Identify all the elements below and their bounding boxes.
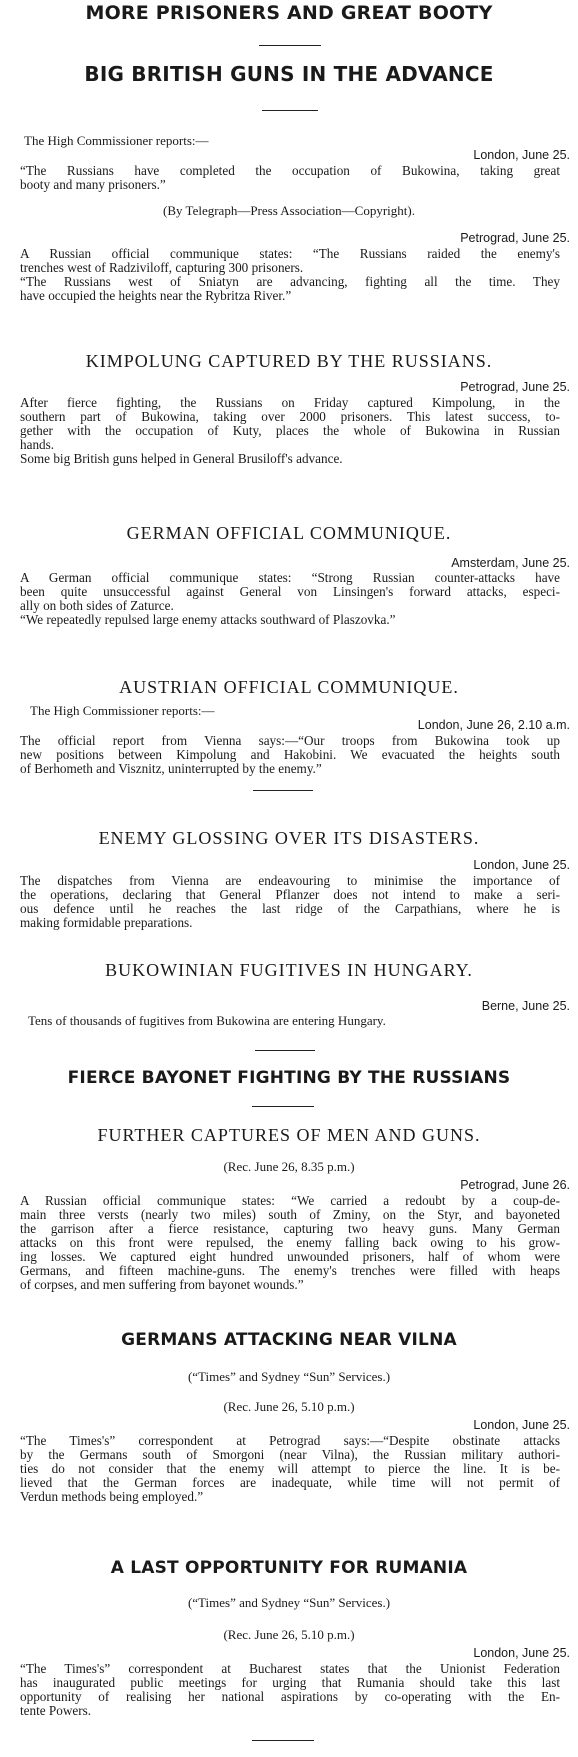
- article-line: of corpses, and men suffering from bayonet wounds.”: [20, 1277, 304, 1292]
- services-line: (“Times” and Sydney “Sun” Services.): [187, 1369, 391, 1384]
- article-headline: GERMANS ATTACKING NEAR VILNA: [121, 1330, 457, 1350]
- credit-line: (By Telegraph—Press Association—Copyright).: [163, 203, 415, 218]
- article-line: A German official communique states: “Strong Russian counter-attacks have: [20, 570, 560, 585]
- article-line: of Berhometh and Visznitz, uninterrupted by the enemy.”: [20, 761, 322, 776]
- article-line: hands.: [20, 437, 55, 452]
- article-line: tente Powers.: [20, 1703, 92, 1718]
- article-line: ties do not consider that the enemy will attempt to pierce the line. It is be-: [20, 1461, 560, 1476]
- article-headline: A LAST OPPORTUNITY FOR RUMANIA: [110, 1558, 468, 1578]
- article-headline: BUKOWINIAN FUGITIVES IN HUNGARY.: [105, 960, 473, 980]
- article-line: trenches west of Radziviloff, capturing 300 prisoners.: [20, 260, 304, 275]
- article-line: “The Times's” correspondent at Petrograd says:—“Despite obstinate attacks: [20, 1433, 560, 1448]
- dateline: London, June 25.: [473, 148, 570, 162]
- article-line: A Russian official communique states: “We carried a redoubt by a coup-de-: [20, 1193, 560, 1208]
- divider-rule: [252, 1106, 314, 1107]
- article-line: main three versts (nearly two miles) south of Zminy, on the Styr, and bayoneted: [20, 1207, 560, 1222]
- article-line: “The Russians west of Sniatyn are advancing, fighting all the time. They: [20, 274, 560, 289]
- article-line: has inaugurated public meetings for urging that Rumania should take this last: [20, 1675, 560, 1690]
- divider-rule: [253, 790, 313, 791]
- dateline: London, June 25.: [473, 1646, 570, 1660]
- divider-rule: [259, 45, 321, 46]
- article-headline: AUSTRIAN OFFICIAL COMMUNIQUE.: [119, 677, 459, 697]
- article-line: Some big British guns helped in General Brusiloff's advance.: [20, 451, 343, 466]
- intro-line: The High Commissioner reports:—: [30, 703, 215, 718]
- article-line: After fierce fighting, the Russians on Friday captured Kimpolung, in the: [20, 395, 560, 410]
- article-line: “We repeatedly repulsed large enemy attacks southward of Plaszovka.”: [20, 612, 396, 627]
- article-line: by the Germans south of Smorgoni (near Vilna), the Russian military authori-: [20, 1447, 560, 1462]
- dateline: London, June 25.: [473, 1418, 570, 1432]
- article-line: Germans, and fifteen machine-guns. The enemy's trenches were filled with heaps: [20, 1263, 560, 1278]
- article-line: Tens of thousands of fugitives from Bukowina are entering Hungary.: [28, 1013, 386, 1028]
- article-headline: FIERCE BAYONET FIGHTING BY THE RUSSIANS: [67, 1068, 511, 1088]
- article-headline: KIMPOLUNG CAPTURED BY THE RUSSIANS.: [85, 351, 493, 371]
- main-headline: MORE PRISONERS AND GREAT BOOTY: [85, 2, 493, 24]
- article-line: The official report from Vienna says:—“Our troops from Bukowina took up: [20, 733, 560, 748]
- dateline: Amsterdam, June 25.: [451, 556, 570, 570]
- received-line: (Rec. June 26, 8.35 p.m.): [223, 1159, 355, 1174]
- article-line: lieved that the German forces are inadequate, while time will not permit of: [20, 1475, 560, 1490]
- article-line: booty and many prisoners.”: [20, 177, 166, 192]
- article-headline: ENEMY GLOSSING OVER ITS DISASTERS.: [98, 828, 480, 848]
- article-line: making formidable preparations.: [20, 915, 193, 930]
- article-line: “The Times's” correspondent at Bucharest states that the Unionist Federation: [20, 1661, 560, 1676]
- article-line: the operations, declaring that General Pflanzer does not intend to make a seri-: [20, 887, 560, 902]
- article-line: new positions between Kimpolung and Hakobini. We evacuated the heights south: [20, 747, 560, 762]
- article-line: opportunity of realising her national aspirations by co-operating with the En-: [20, 1689, 560, 1704]
- divider-rule: [252, 1740, 314, 1741]
- article-line: the garrison after a fierce resistance, capturing two heavy guns. Many German: [20, 1221, 560, 1236]
- divider-rule: [262, 110, 318, 111]
- article-line: Verdun methods being employed.”: [20, 1489, 204, 1504]
- article-line: ous defence until he reaches the last ridge of the Carpathians, where he is: [20, 901, 560, 916]
- dateline: Petrograd, June 25.: [460, 231, 570, 245]
- services-line: (“Times” and Sydney “Sun” Services.): [187, 1595, 391, 1610]
- dateline: Berne, June 25.: [481, 999, 570, 1013]
- received-line: (Rec. June 26, 5.10 p.m.): [223, 1399, 355, 1414]
- article-line: have occupied the heights near the Rybritza River.”: [20, 288, 292, 303]
- subheadline: FURTHER CAPTURES OF MEN AND GUNS.: [97, 1125, 481, 1145]
- divider-rule: [255, 1050, 315, 1051]
- article-line: The dispatches from Vienna are endeavouring to minimise the importance of: [20, 873, 560, 888]
- intro-line: The High Commissioner reports:—: [24, 133, 209, 148]
- article-line: “The Russians have completed the occupation of Bukowina, taking great: [20, 163, 560, 178]
- article-line: gether with the occupation of Kuty, places the whole of Bukowina in Russian: [20, 423, 560, 438]
- article-line: A Russian official communique states: “The Russians raided the enemy's: [20, 246, 560, 261]
- article-line: southern part of Bukowina, taking over 2000 prisoners. This latest success, to-: [20, 409, 560, 424]
- dateline: London, June 25.: [473, 858, 570, 872]
- received-line: (Rec. June 26, 5.10 p.m.): [223, 1627, 355, 1642]
- subheadline: BIG BRITISH GUNS IN THE ADVANCE: [84, 62, 494, 86]
- dateline: Petrograd, June 25.: [460, 380, 570, 394]
- article-headline: GERMAN OFFICIAL COMMUNIQUE.: [126, 523, 452, 543]
- article-line: ally on both sides of Zaturce.: [20, 598, 174, 613]
- dateline: London, June 26, 2.10 a.m.: [417, 718, 570, 732]
- article-line: attacks on this front were repulsed, the enemy falling back owing to his grow-: [20, 1235, 560, 1250]
- dateline: Petrograd, June 26.: [460, 1178, 570, 1192]
- article-line: ing losses. We captured eight hundred unwounded prisoners, half of whom were: [20, 1249, 560, 1264]
- article-line: been quite unsuccessful against General von Linsingen's forward attacks, especi-: [20, 584, 560, 599]
